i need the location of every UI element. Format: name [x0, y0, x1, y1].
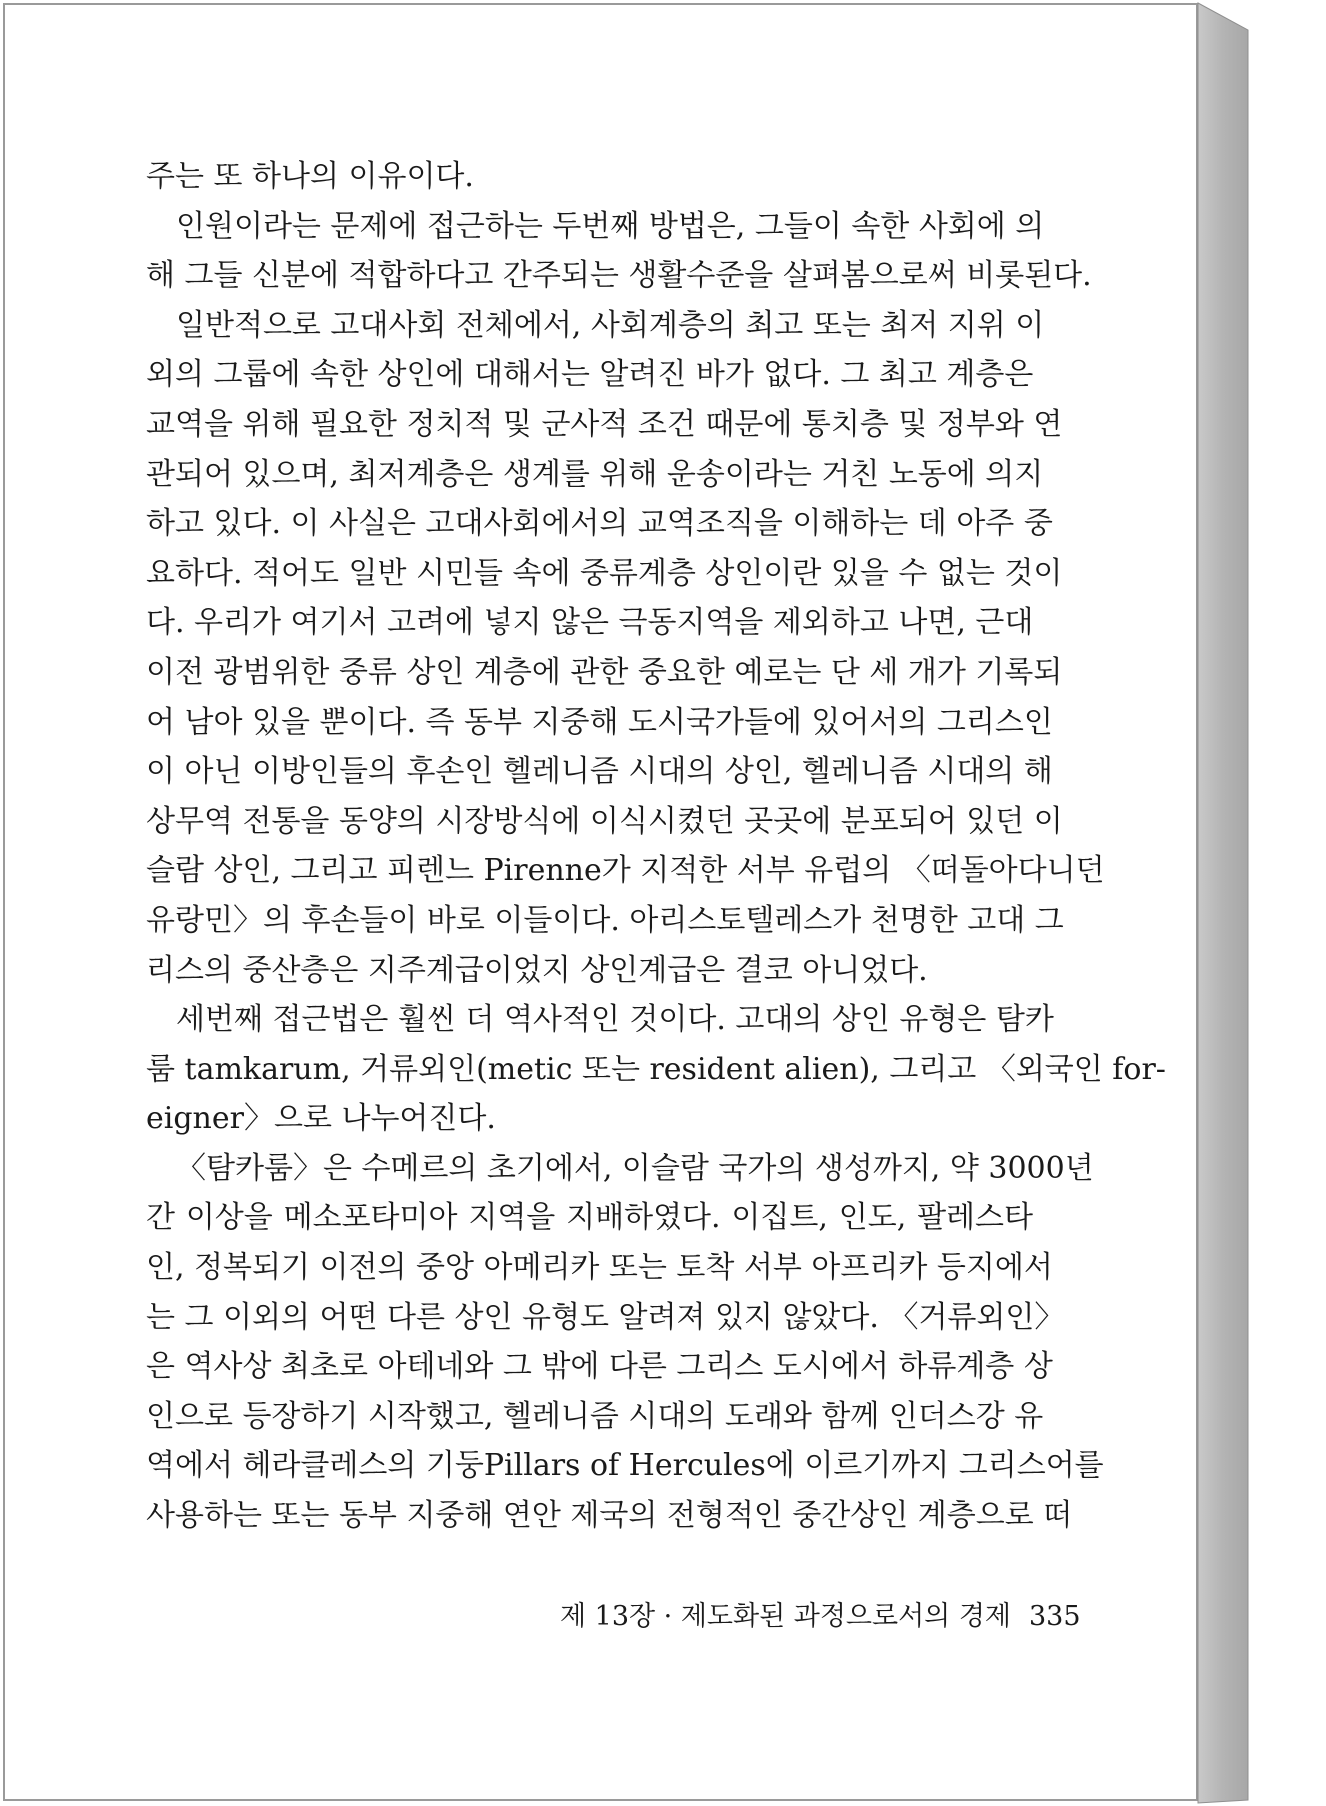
text-line: 하고 있다. 이 사실은 고대사회에서의 교역조직을 이해하는 데 아주 중 — [146, 506, 1053, 542]
text-line: 일반적으로 고대사회 전체에서, 사회계층의 최고 또는 최저 지위 이 — [176, 307, 1045, 343]
text-line: 이전 광범위한 중류 상인 계층에 관한 중요한 예로는 단 세 개가 기록되 — [146, 654, 1063, 690]
text-line: 관되어 있으며, 최저계층은 생계를 위해 운송이라는 거친 노동에 의지 — [146, 456, 1044, 492]
text-line: 리스의 중산층은 지주계급이었지 상인계급은 결코 아니었다. — [146, 952, 928, 988]
text-line: 외의 그룹에 속한 상인에 대해서는 알려진 바가 없다. 그 최고 계층은 — [146, 357, 1034, 393]
text-line: 인원이라는 문제에 접근하는 두번째 방법은, 그들이 속한 사회에 의 — [176, 208, 1045, 244]
text-line: 슬람 상인, 그리고 피렌느 Pirenne가 지적한 서부 유럽의 〈떠돌아다니던 — [146, 853, 1105, 889]
text-line: 간 이상을 메소포타미아 지역을 지배하였다. 이집트, 인도, 팔레스타 — [146, 1200, 1033, 1236]
text-line: 어 남아 있을 뿐이다. 즉 동부 지중해 도시국가들에 있어서의 그리스인 — [146, 704, 1053, 740]
page-number: 335 — [1029, 1601, 1081, 1632]
text-line: 다. 우리가 여기서 고려에 넣지 않은 극동지역을 제외하고 나면, 근대 — [146, 605, 1034, 641]
text-line: 요하다. 적어도 일반 시민들 속에 중류계층 상인이란 있을 수 없는 것이 — [146, 555, 1063, 591]
text-line: 〈탐카룸〉은 수메르의 초기에서, 이슬람 국가의 생성까지, 약 3000년 — [176, 1150, 1094, 1186]
text-line: 인으로 등장하기 시작했고, 헬레니즘 시대의 도래와 함께 인더스강 유 — [146, 1398, 1044, 1434]
text-line: 은 역사상 최초로 아테네와 그 밖에 다른 그리스 도시에서 하류계층 상 — [146, 1349, 1053, 1385]
running-footer-chapter: 제 13장 · 제도화된 과정으로서의 경제 — [560, 1601, 1011, 1632]
text-line: eigner〉으로 나누어진다. — [146, 1101, 496, 1137]
text-line: 교역을 위해 필요한 정치적 및 군사적 조건 때문에 통치층 및 정부와 연 — [146, 406, 1063, 442]
page-edge-face — [1198, 3, 1248, 1803]
text-line: 는 그 이외의 어떤 다른 상인 유형도 알려져 있지 않았다. 〈거류외인〉 — [146, 1299, 1065, 1335]
text-line: 이 아닌 이방인들의 후손인 헬레니즘 시대의 상인, 헬레니즘 시대의 해 — [146, 754, 1053, 790]
text-line: 상무역 전통을 동양의 시장방식에 이식시켰던 곳곳에 분포되어 있던 이 — [146, 803, 1063, 839]
text-line: 해 그들 신분에 적합하다고 간주되는 생활수준을 살펴봄으로써 비롯된다. — [146, 258, 1092, 294]
text-line: 유랑민〉의 후손들이 바로 이들이다. 아리스토텔레스가 천명한 고대 그 — [146, 902, 1064, 938]
text-line: 사용하는 또는 동부 지중해 연안 제국의 전형적인 중간상인 계층으로 떠 — [146, 1498, 1073, 1534]
body-text — [146, 152, 1166, 1541]
text-line: 역에서 헤라클레스의 기둥Pillars of Hercules에 이르기까지 그리스어를 — [146, 1448, 1104, 1484]
text-line: 세번째 접근법은 훨씬 더 역사적인 것이다. 고대의 상인 유형은 탐카 — [176, 1002, 1054, 1038]
text-line: 룸 tamkarum, 거류외인(metic 또는 resident alien), 그리고 〈외국인 for- — [146, 1051, 1166, 1087]
text-line: 인, 정복되기 이전의 중앙 아메리카 또는 토착 서부 아프리카 등지에서 — [146, 1250, 1053, 1286]
text-line: 주는 또 하나의 이유이다. — [146, 159, 474, 194]
page-footer — [560, 1594, 1081, 1633]
